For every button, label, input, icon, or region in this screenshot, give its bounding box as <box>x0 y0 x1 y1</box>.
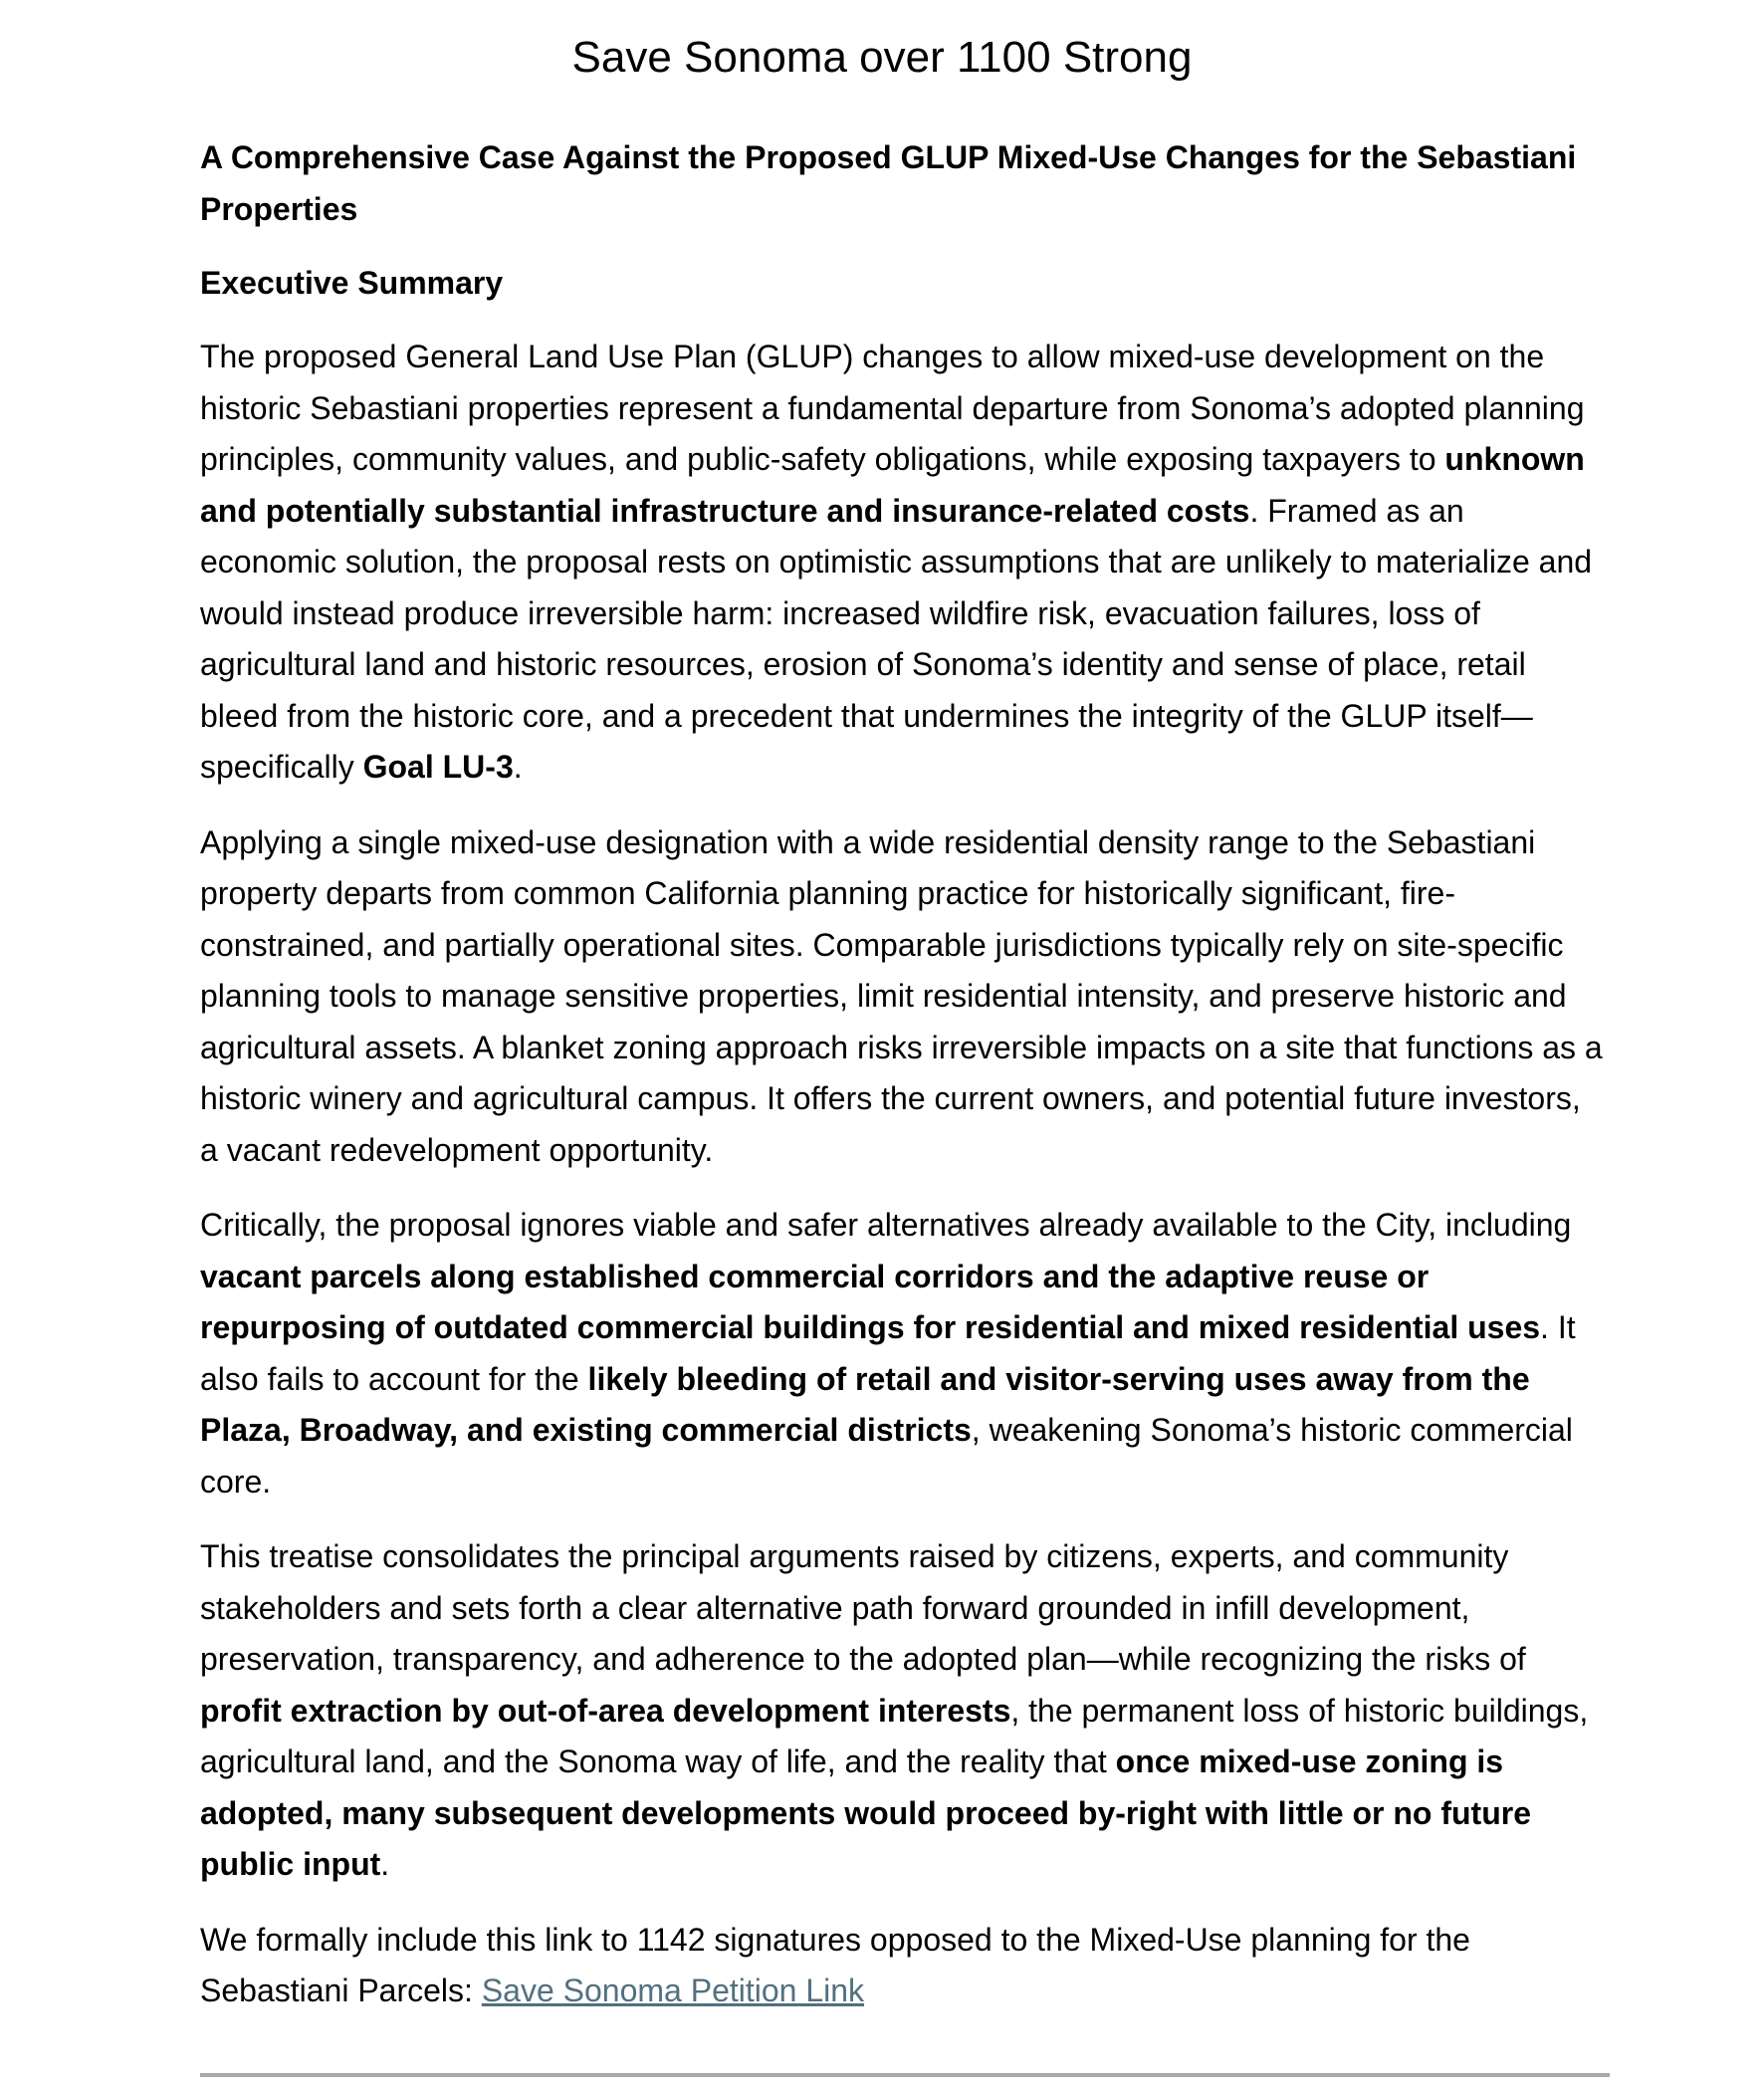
paragraph-3-text-1: Critically, the proposal ignores viable and safer alternatives already available to the City, including <box>200 1207 1572 1243</box>
paragraph-2 <box>200 817 1604 1177</box>
paragraph-4-text-2: , the permanent loss of historic buildings, agricultural land, and the Sonoma way of life, and the reality that <box>200 1692 1589 1779</box>
paragraph-4 <box>200 1531 1604 1891</box>
paragraph-1-text-3: . <box>513 749 523 785</box>
petition-link[interactable]: Save Sonoma Petition Link <box>481 1973 865 2008</box>
paragraph-4-bold-1: profit extraction by out-of-area development interests <box>200 1692 1011 1729</box>
paragraph-5-text-1: We formally include this link to 1142 signatures opposed to the Mixed-Use planning for the Sebastiani Parcels: <box>200 1921 1470 2008</box>
paragraph-1 <box>200 332 1604 794</box>
paragraph-5 <box>200 1915 1604 2017</box>
paragraph-4-bold-2: once mixed-use zoning is adopted, many subsequent developments would proceed by-right with little or no future public input <box>200 1743 1531 1882</box>
paragraph-4-text-1: This treatise consolidates the principal arguments raised by citizens, experts, and community stakeholders and sets forth a clear alternative path forward grounded in infill development, preservation, transparency, and adherence to the adopted plan—while recognizing the risks of <box>200 1538 1526 1677</box>
paragraph-3-text-2: . It also fails to account for the <box>200 1309 1576 1397</box>
horizontal-divider <box>200 2073 1610 2077</box>
paragraph-1-bold-1: unknown and potentially substantial infrastructure and insurance-related costs <box>200 441 1585 529</box>
paragraph-3-text-3: , weakening Sonoma’s historic commercial core. <box>200 1412 1573 1500</box>
paragraph-3-bold-1: vacant parcels along established commercial corridors and the adaptive reuse or repurposing of outdated commercial buildings for residential and mixed residential uses <box>200 1258 1541 1345</box>
paragraph-1-bold-2: Goal LU-3 <box>362 749 514 785</box>
paragraph-2-text-1: Applying a single mixed-use designation with a wide residential density range to the Sebastiani property departs from common California planning practice for historically significant, fire-constrained, and partially operational sites. Comparable jurisdictions typically rely on site-specific planning tools to manage sensitive properties, limit residential intensity, and preserve historic and agricultural assets. A blanket zoning approach risks irreversible impacts on a site that functions as a historic winery and agricultural campus. It offers the current owners, and potential future investors, a vacant redevelopment opportunity. <box>200 823 1603 1168</box>
paragraph-3 <box>200 1200 1604 1508</box>
paragraph-4-text-3: . <box>380 1846 390 1882</box>
document-subtitle: A Comprehensive Case Against the Proposed GLUP Mixed-Use Changes for the Sebastiani Properties <box>200 139 1577 227</box>
document-title: Save Sonoma over 1100 Strong <box>571 33 1193 82</box>
paragraph-1-text-2: . Framed as an economic solution, the proposal rests on optimistic assumptions that are unlikely to materialize and would instead produce irreversible harm: increased wildfire risk, evacuation failures, loss of agricultural land and historic resources, erosion of Sonoma’s identity and sense of place, retail bleed from the historic core, and a precedent that undermines the integrity of the GLUP itself—specifically <box>200 492 1593 785</box>
paragraph-1-text-1: The proposed General Land Use Plan (GLUP) changes to allow mixed-use development on the historic Sebastiani properties represent a fundamental departure from Sonoma’s adopted planning principles, community values, and public-safety obligations, while exposing taxpayers to <box>200 339 1585 477</box>
paragraph-3-bold-2: likely bleeding of retail and visitor-serving uses away from the Plaza, Broadway, and existing commercial districts <box>200 1360 1530 1448</box>
document-body <box>200 131 1604 2041</box>
section-heading-executive-summary: Executive Summary <box>200 265 504 301</box>
